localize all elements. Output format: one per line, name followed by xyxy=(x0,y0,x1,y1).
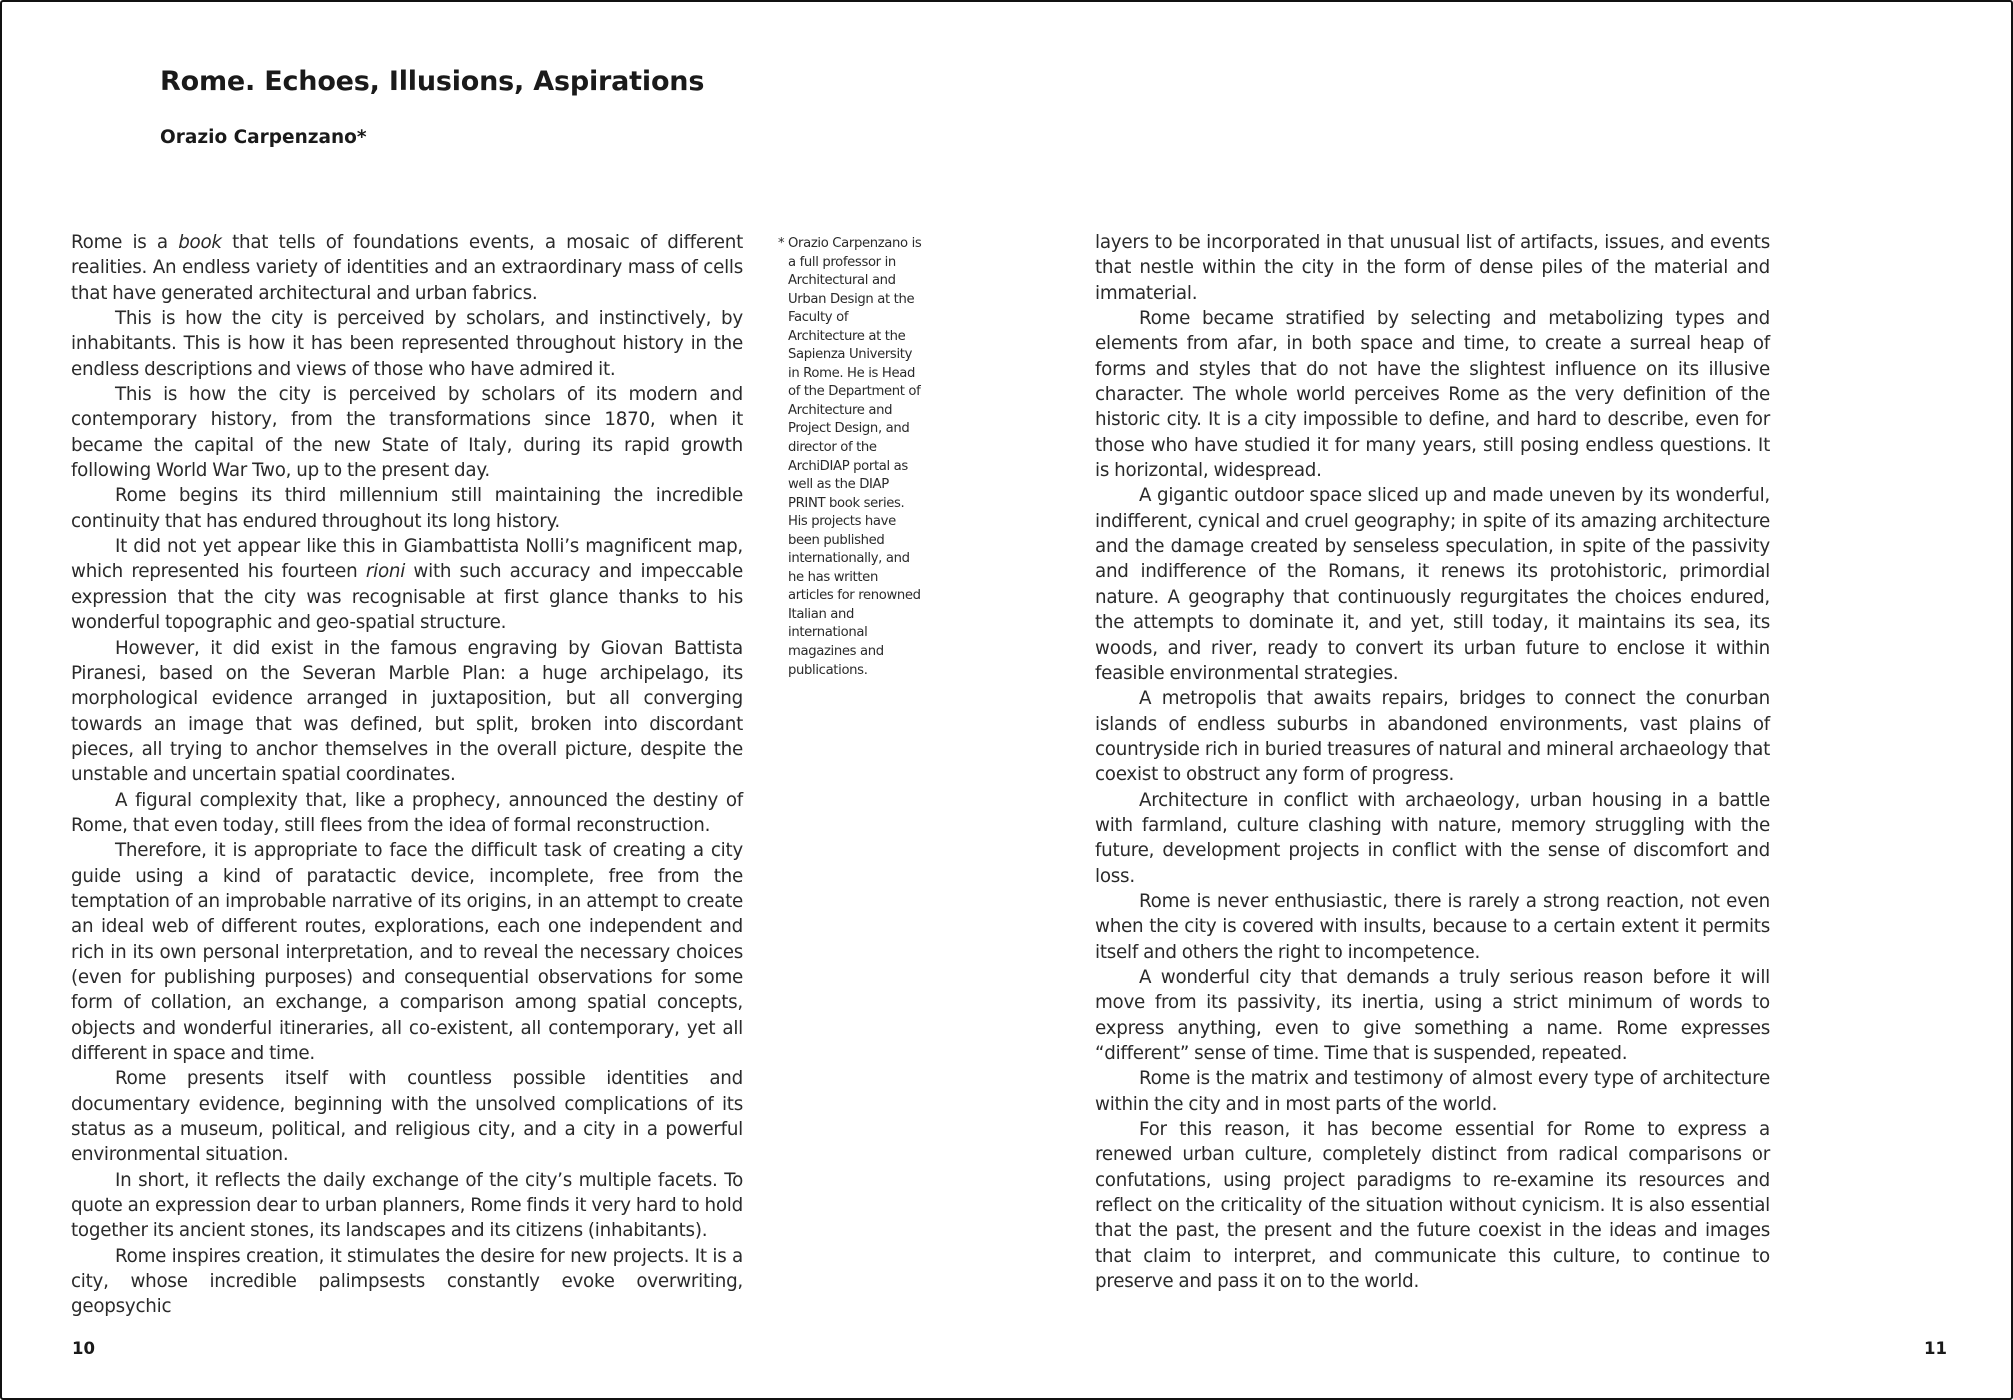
paragraph: layers to be incorporated in that unusual list of artifacts, issues, and events that nestle within the city in the form of dense piles of the material and immaterial. xyxy=(1095,232,1770,304)
paragraph: Rome is never enthusiastic, there is rarely a strong reaction, not even when the city is covered with insults, because to a certain extent it permits itself and others the right to incompetence. xyxy=(1095,890,1770,963)
paragraph: In short, it reflects the daily exchange of the city’s multiple facets. To quote an expression dear to urban planners, Rome finds it very hard to hold together its ancient stones, its landscapes and its citizens (inhabitants). xyxy=(71,1169,743,1242)
page-number-left: 10 xyxy=(72,1339,95,1358)
paragraph: A metropolis that awaits repairs, bridges to connect the conurban islands of endless suburbs in abandoned environments, vast plains of countryside rich in buried treasures of natural and mineral archaeology that coexist to obstruct any form of progress. xyxy=(1095,688,1770,786)
paragraph: This is how the city is perceived by scholars of its modern and contemporary history, from the transformations since 1870, when it became the capital of the new State of Italy, during its rapid growth following World War Two, up to the present day. xyxy=(71,384,743,482)
author-footnote xyxy=(778,235,923,680)
emphasis-rioni: rioni xyxy=(365,561,406,583)
paragraph: Rome is the matrix and testimony of almost every type of architecture within the city and in most parts of the world. xyxy=(1095,1068,1770,1115)
emphasis-book: book xyxy=(178,232,222,253)
article-author: Orazio Carpenzano* xyxy=(160,127,367,148)
paragraph: Rome is a book that tells of foundations events, a mosaic of different realities. An endless variety of identities and an extraordinary mass of cells that have generated architectural and urban fabrics. xyxy=(71,232,743,304)
paragraph: However, it did exist in the famous engraving by Giovan Battista Piranesi, based on the Severan Marble Plan: a huge archipelago, its morphological evidence arranged in juxtaposition, but all converging towards an image that was defined, but split, broken into discordant pieces, all trying to anchor themselves in the overall picture, despite the unstable and uncertain spatial coordinates. xyxy=(71,637,743,786)
paragraph: For this reason, it has become essential for Rome to express a renewed urban culture, completely distinct from radical comparisons or confutations, using project paradigms to re-examine its resources and reflect on the criticality of the situation without cynicism. It is also essential that the past, the present and the future coexist in the ideas and images that claim to interpret, and communicate this culture, to continue to preserve and pass it on to the world. xyxy=(1095,1119,1770,1293)
paragraph: A wonderful city that demands a truly serious reason before it will move from its passivity, its inertia, using a strict minimum of words to express anything, even to give something a name. Rome expresses “different” sense of time. Time that is suspended, repeated. xyxy=(1095,966,1770,1064)
paragraph: It did not yet appear like this in Giambattista Nolli’s magnificent map, which represented his fourteen rioni with such accuracy and impeccable expression that the city was recognisable at first glance thanks to his wonderful topographic and geo-spatial structure. xyxy=(71,536,744,634)
page-number-right: 11 xyxy=(1924,1339,1947,1358)
paragraph: A figural complexity that, like a prophecy, announced the destiny of Rome, that even today, still flees from the idea of formal reconstruction. xyxy=(71,789,743,836)
footnote-marker: * xyxy=(778,236,785,251)
paragraph: This is how the city is perceived by scholars, and instinctively, by inhabitants. This is how it has been represented throughout history in the endless descriptions and views of those who have admired it. xyxy=(71,308,743,380)
paragraph: Therefore, it is appropriate to face the difficult task of creating a city guide using a kind of paratactic device, incomplete, free from the temptation of an improbable narrative of its origins, in an attempt to create an ideal web of different routes, explorations, each one independent and rich in its own personal interpretation, and to reveal the necessary choices (even for publishing purposes) and consequential observations for some form of collation, an exchange, a comparison among spatial concepts, objects and wonderful itineraries, all co-existent, all contemporary, yet all different in space and time. xyxy=(71,840,743,1064)
footnote-text: Orazio Carpenzano is a full professor in Architectural and Urban Design at the Faculty of Architecture at the Sapienza University in Rome. He is Head of the Department of Architecture and Project Design, and director of the ArchiDIAP portal as well as the DIAP PRINT book series. His projects have been published internationally, and he has written articles for renowned Italian and international magazines and publications. xyxy=(788,236,922,678)
paragraph: Rome inspires creation, it stimulates the desire for new projects. It is a city, whose incredible palimpsests constantly evoke overwriting, geopsychic xyxy=(71,1245,743,1318)
paragraph: Rome begins its third millennium still maintaining the incredible continuity that has endured throughout its long history. xyxy=(71,485,743,532)
paragraph: A gigantic outdoor space sliced up and made uneven by its wonderful, indifferent, cynical and cruel geography; in spite of its amazing architecture and the damage created by senseless speculation, in spite of the passivity and indifference of the Romans, it renews its protohistoric, primordial nature. A geography that continuously regurgitates the choices endured, the attempts to dominate it, and yet, still today, it maintains its sea, its woods, and river, ready to convert its urban future to enclose it within feasible environmental strategies. xyxy=(1095,485,1770,684)
left-text-column xyxy=(71,230,743,1320)
article-title: Rome. Echoes, Illusions, Aspirations xyxy=(160,66,705,97)
paragraph: Architecture in conflict with archaeology, urban housing in a battle with farmland, culture clashing with nature, memory struggling with the future, development projects in conflict with the sense of discomfort and loss. xyxy=(1095,789,1770,887)
paragraph: Rome became stratified by selecting and metabolizing types and elements from afar, in both space and time, to create a surreal heap of forms and styles that do not have the slightest influence on its illusive character. The whole world perceives Rome as the very definition of the historic city. It is a city impossible to define, and hard to describe, even for those who have studied it for many years, still posing endless questions. It is horizontal, widespread. xyxy=(1095,308,1770,482)
right-text-column xyxy=(1095,230,1770,1294)
paragraph: Rome presents itself with countless possible identities and documentary evidence, beginning with the unsolved complications of its status as a museum, political, and religious city, and a city in a powerful environmental situation. xyxy=(71,1068,743,1166)
